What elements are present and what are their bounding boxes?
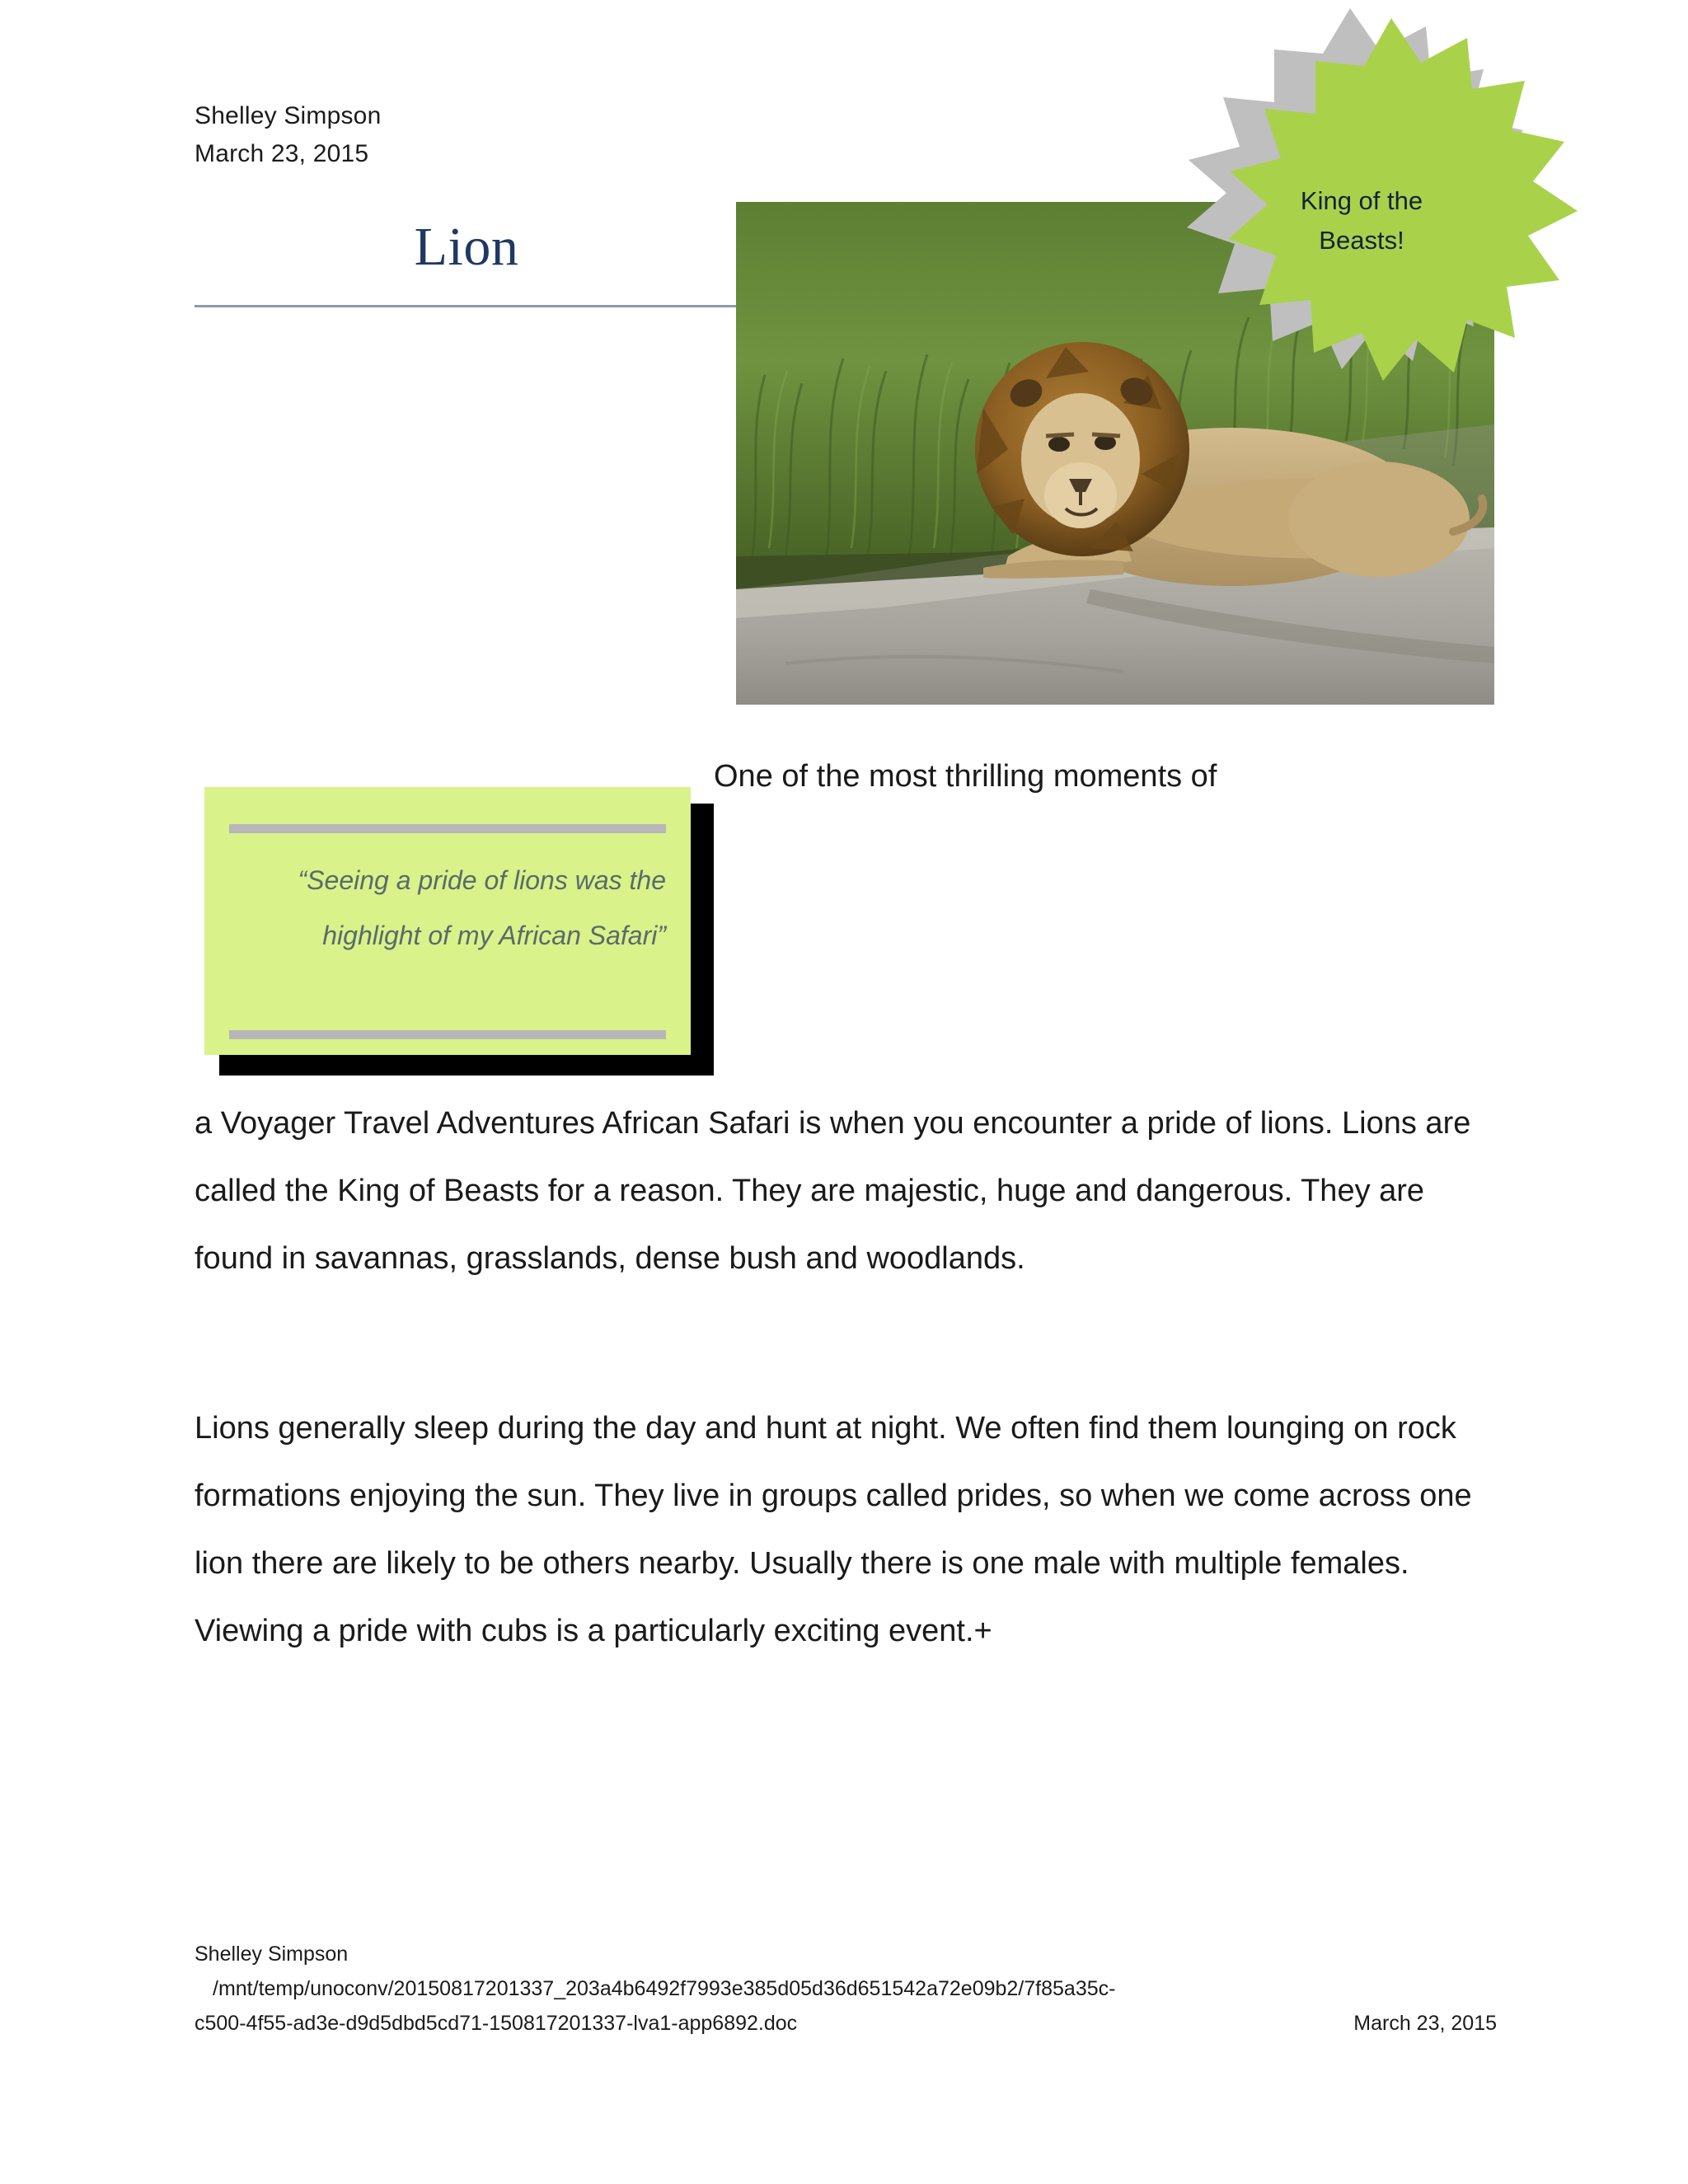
body-paragraph-2: Lions generally sleep during the day and hunt at night. We often find them lounging on rock formations enjoying the sun. They live in groups called prides, so when we come across one lion there are likely to be others nearby. Usually there is one male with multiple females. Viewing a pride with cubs is a particularly exciting event.+ bbox=[195, 1411, 1472, 1648]
starburst-line-1: King of the bbox=[1300, 186, 1423, 215]
lead-paragraph: One of the most thrilling moments of bbox=[714, 759, 1217, 794]
footer-author: Shelley Simpson bbox=[195, 1943, 349, 1966]
pull-quote-top-rule bbox=[229, 824, 666, 833]
byline-author: Shelley Simpson bbox=[195, 102, 382, 129]
footer-path-line-2: c500-4f55-ad3e-d9d5dbd5cd71-150817201337-lva1-app6892.doc bbox=[195, 2012, 798, 2035]
footer-date: March 23, 2015 bbox=[1353, 2012, 1497, 2035]
title-block bbox=[195, 213, 738, 282]
starburst-line-2: Beasts! bbox=[1319, 226, 1404, 255]
starburst-text bbox=[1238, 181, 1485, 260]
page-title: Lion bbox=[414, 217, 519, 277]
byline bbox=[195, 97, 381, 173]
pull-quote-text: “Seeing a pride of lions was the highlight of my African Safari” bbox=[298, 865, 666, 950]
body-paragraph-1: a Voyager Travel Adventures African Safari is when you encounter a pride of lions. Lions are called the King of Beasts for a reason. They are majestic, huge and dangerous. They are found in savannas, grasslands, dense bush and woodlands. bbox=[195, 1106, 1471, 1276]
byline-date: March 23, 2015 bbox=[195, 140, 369, 167]
footer-path-line-1: /mnt/temp/unoconv/20150817201337_203a4b6492f7993e385d05d36d651542a72e09b2/7f85a35c- bbox=[213, 1977, 1116, 2000]
footer-bottom-row bbox=[195, 2006, 1497, 2041]
title-divider bbox=[195, 305, 738, 307]
pull-quote-bottom-rule bbox=[229, 1030, 666, 1039]
starburst-callout bbox=[1137, 8, 1599, 396]
page-footer bbox=[195, 1937, 1497, 2041]
